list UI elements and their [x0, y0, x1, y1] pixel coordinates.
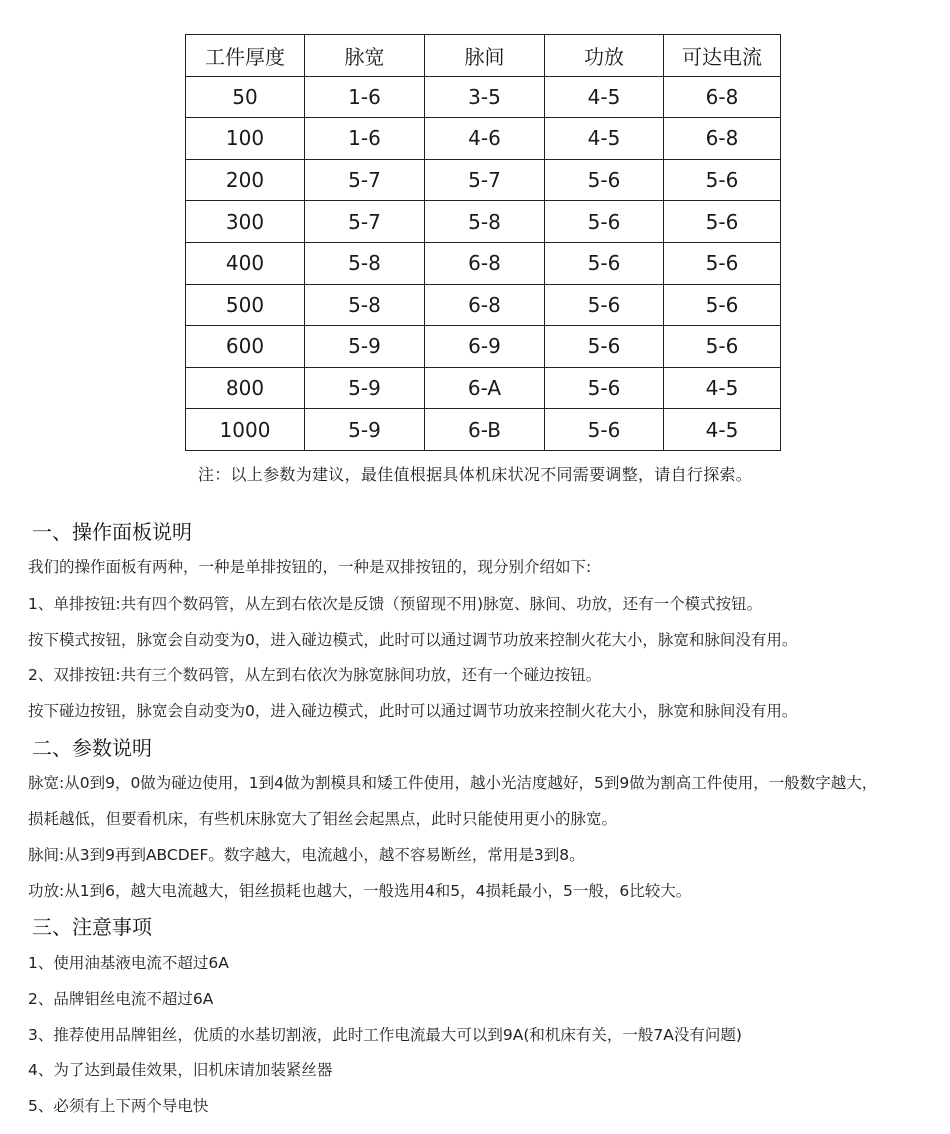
table-note: 注：以上参数为建议，最佳值根据具体机床状况不同需要调整，请自行探索。 [197, 465, 753, 484]
table-row [186, 242, 781, 284]
table-cell: 5-6 [545, 367, 664, 409]
paragraph: 功放:从1到6，越大电流越大，钼丝损耗也越大，一般选用4和5，4损耗最小，5一般，6比较大。 [28, 882, 692, 900]
table-cell: 5-6 [664, 326, 781, 368]
table-row [186, 159, 781, 201]
table-cell: 5-6 [545, 242, 664, 284]
table-cell: 6-8 [425, 242, 545, 284]
table-cell: 4-5 [545, 118, 664, 160]
paragraph: 脉宽:从0到9，0做为碰边使用，1到4做为割模具和矮工件使用，越小光洁度越好，5到9做为割高工件使用，一般数字越大， [28, 774, 878, 792]
table-cell: 1000 [186, 409, 305, 451]
table-cell: 4-5 [545, 76, 664, 118]
section-title-params: 二、参数说明 [32, 736, 152, 760]
table-cell: 5-6 [545, 326, 664, 368]
table-cell: 5-6 [545, 409, 664, 451]
table-cell: 5-7 [305, 159, 425, 201]
table-cell: 5-8 [305, 284, 425, 326]
table-cell: 1-6 [305, 118, 425, 160]
header-pulse-interval: 脉间 [425, 35, 545, 77]
paragraph: 1、单排按钮:共有四个数码管，从左到右依次是反馈（预留现不用)脉宽、脉间、功放，还有一个模式按钮。 [28, 595, 763, 613]
table-cell: 6-8 [664, 76, 781, 118]
table-cell: 6-9 [425, 326, 545, 368]
table-row [186, 284, 781, 326]
table-cell: 3-5 [425, 76, 545, 118]
table-cell: 4-5 [664, 367, 781, 409]
paragraph: 损耗越低，但要看机床，有些机床脉宽大了钼丝会起黑点，此时只能使用更小的脉宽。 [28, 810, 618, 828]
paragraph: 5、必须有上下两个导电快 [28, 1097, 209, 1115]
parameter-table [185, 34, 781, 451]
table-header-row [186, 35, 781, 77]
header-max-current: 可达电流 [664, 35, 781, 77]
table-cell: 6-8 [664, 118, 781, 160]
table-cell: 6-A [425, 367, 545, 409]
table-cell: 4-6 [425, 118, 545, 160]
table-cell: 6-8 [425, 284, 545, 326]
table-cell: 300 [186, 201, 305, 243]
table-cell: 5-9 [305, 409, 425, 451]
table-row [186, 118, 781, 160]
table-cell: 5-6 [545, 159, 664, 201]
section-title-panel: 一、操作面板说明 [32, 520, 192, 544]
table-row [186, 326, 781, 368]
table-cell: 600 [186, 326, 305, 368]
table-cell: 800 [186, 367, 305, 409]
paragraph: 按下碰边按钮，脉宽会自动变为0，进入碰边模式，此时可以通过调节功放来控制火花大小，脉宽和脉间没有用。 [28, 702, 798, 720]
table-cell: 5-8 [305, 242, 425, 284]
paragraph: 4、为了达到最佳效果，旧机床请加装紧丝器 [28, 1061, 333, 1079]
table-cell: 5-6 [545, 284, 664, 326]
table-cell: 50 [186, 76, 305, 118]
table-row [186, 76, 781, 118]
table-cell: 5-7 [425, 159, 545, 201]
table-cell: 100 [186, 118, 305, 160]
table-cell: 6-B [425, 409, 545, 451]
header-thickness: 工件厚度 [186, 35, 305, 77]
table-cell: 400 [186, 242, 305, 284]
table-body [186, 76, 781, 450]
paragraph: 脉间:从3到9再到ABCDEF。数字越大，电流越小，越不容易断丝，常用是3到8。 [28, 846, 585, 864]
table-cell: 5-6 [664, 201, 781, 243]
table-cell: 5-6 [664, 284, 781, 326]
paragraph: 按下模式按钮，脉宽会自动变为0，进入碰边模式，此时可以通过调节功放来控制火花大小，脉宽和脉间没有用。 [28, 631, 798, 649]
table-cell: 5-6 [545, 201, 664, 243]
table-cell: 5-6 [664, 159, 781, 201]
table-cell: 200 [186, 159, 305, 201]
table-row [186, 201, 781, 243]
paragraph: 3、推荐使用品牌钼丝，优质的水基切割液，此时工作电流最大可以到9A(和机床有关，一般7A没有问题) [28, 1026, 742, 1044]
table-row [186, 409, 781, 451]
paragraph: 2、双排按钮:共有三个数码管，从左到右依次为脉宽脉间功放，还有一个碰边按钮。 [28, 666, 602, 684]
table-cell: 5-8 [425, 201, 545, 243]
paragraph: 2、品牌钼丝电流不超过6A [28, 990, 214, 1008]
paragraph: 1、使用油基液电流不超过6A [28, 954, 229, 972]
table-cell: 5-9 [305, 326, 425, 368]
table-row [186, 367, 781, 409]
table-cell: 4-5 [664, 409, 781, 451]
table-cell: 1-6 [305, 76, 425, 118]
header-pulse-width: 脉宽 [305, 35, 425, 77]
header-power-amp: 功放 [545, 35, 664, 77]
table-cell: 5-9 [305, 367, 425, 409]
section-title-notes: 三、注意事项 [32, 915, 152, 939]
paragraph: 我们的操作面板有两种，一种是单排按钮的，一种是双排按钮的，现分别介绍如下: [28, 558, 592, 576]
table-cell: 500 [186, 284, 305, 326]
table-cell: 5-7 [305, 201, 425, 243]
table-cell: 5-6 [664, 242, 781, 284]
